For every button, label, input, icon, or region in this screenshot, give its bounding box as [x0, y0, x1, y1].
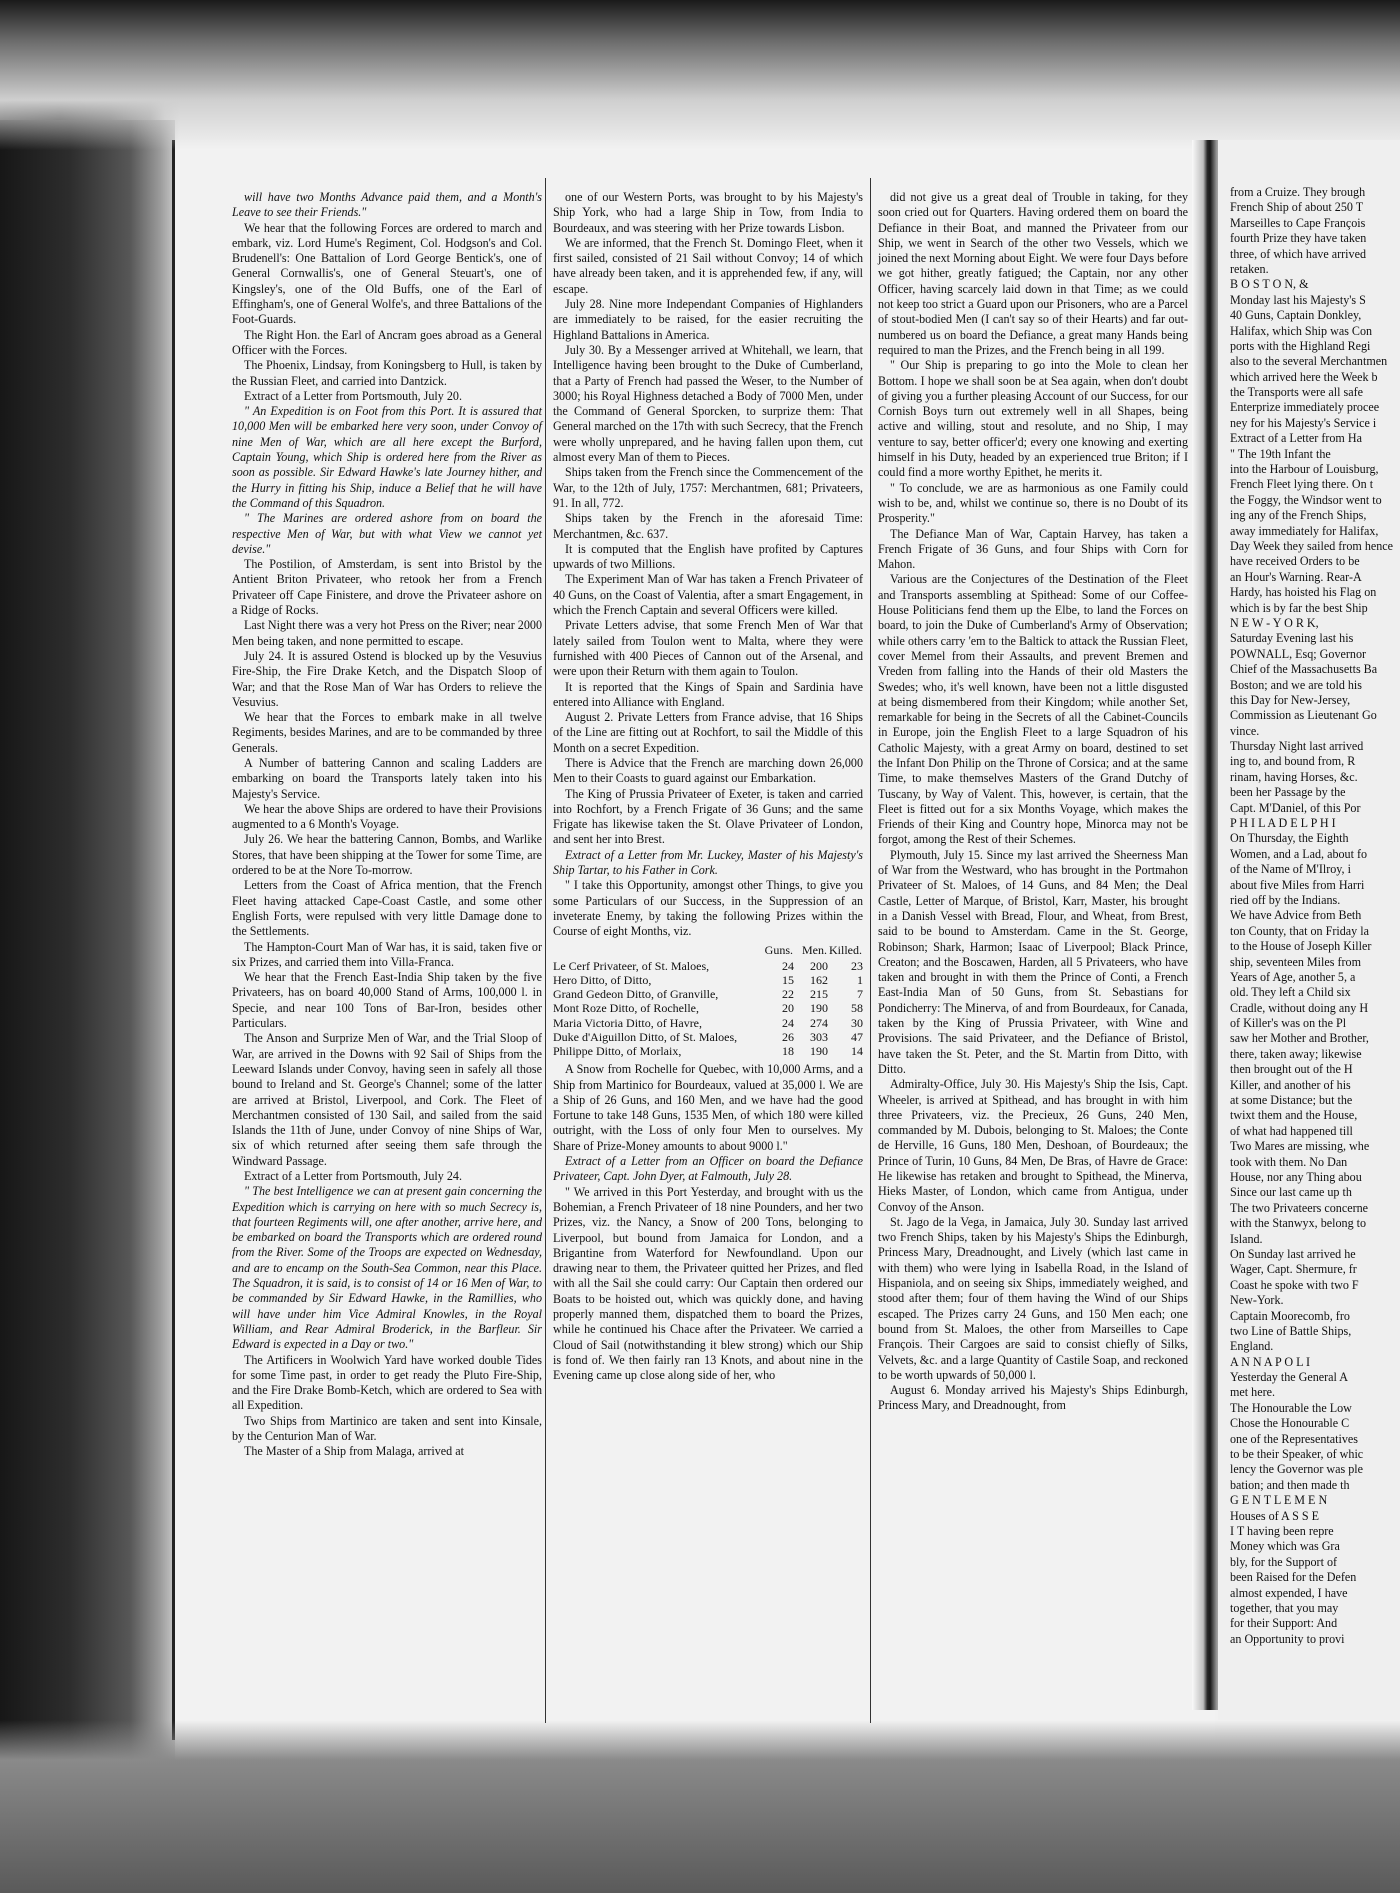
article-paragraph: will have two Months Advance paid them, and a Month's Leave to see their Friends." [232, 190, 542, 220]
right-page-line: three, of which have arrived [1230, 246, 1366, 261]
right-page-line: Killer, and another of his [1230, 1077, 1351, 1092]
right-page-line: took with them. No Dan [1230, 1154, 1348, 1169]
article-paragraph: We hear that the following Forces are ordered to march and embark, viz. Lord Hume's Regiment, Col. Hodgson's and Col. Brudenell's: One Battalion of Lord George Bentick's, one of General Cornwallis's, one of General Steuart's, one of Kingsley's, one of the Old Buffs, one of the Earl of Effingham's, one of General Wolfe's, and three Battalions of the Foot-Guards. [232, 220, 542, 327]
prize-killed: 23 [851, 958, 863, 973]
right-page-line: New-York. [1230, 1293, 1284, 1308]
right-page-line: about five Miles from Harri [1230, 877, 1365, 892]
article-paragraph: " An Expedition is on Foot from this Port. It is assured that 10,000 Men will be embarked here very soon, under Convoy of nine Men of War, which are all here except the Burford, Captain Young, which Ship is ordered here from the River as soon as possible. Sir Edward Hawke's late Journey hither, and the Hurry in fitting his Ship, induce a Belief that he will have the Command of this Squadron. [232, 404, 542, 510]
article-paragraph: did not give us a great deal of Trouble in taking, for they soon cried out for Quarters. Having ordered them on board the Defiance in their Boat, and manned the Privateer from our Ship, we went in Search of the other two Vessels, which we joined the next Morning about Eight. We were four Days before we got hither, greatly fatigued; the Captain, nor any other Officer, having scarcely laid down in that Time; as we could not keep too strict a Guard upon our Prisoners, who are a Parcel of stout-bodied Men (I can't say so of their Hearts) and far out-numbered us on board the Defiance, a great many Hands being required to man the Prizes, and the French being in all 199. [878, 190, 1188, 357]
article-paragraph: Various are the Conjectures of the Destination of the Fleet and Transports assembling at Spithead: Some of our Coffee-House Politicians fend them up the Elbe, to land the Forces on board, to join the Duke of Cumberland's Army of Observation; while others carry 'em to the Baltick to attack the Russian Fleet, cover Memel from their Assaults, and prevent Bremen and Vreden from falling into the Hands of their old Masters the Swedes; who, it's well known, have been not a little disgusted at being dismembered from their Kingdom; while another Set, remarkable for being in the Secrets of all the Cabinet-Councils in Europe, join the English Fleet to a large Squadron of his Catholic Majesty, with a great Army on board, destined to set the Infant Don Philip on the Throne of Corsica; and at the same Time, to make themselves Masters of the Grand Dutchy of Tuscany, by Way of Valent. This, however, is certain, that the Fleet is fitted out for a six Months Voyage, which makes the Friends of their King and Country hope, Minorca may not be forgot, among the Rest of their Schemes. [878, 572, 1188, 847]
right-page-line: with the Stanwyx, belong to [1230, 1216, 1367, 1231]
right-page-line: Commission as Lieutenant Go [1230, 708, 1377, 723]
article-paragraph: July 30. By a Messenger arrived at Whitehall, we learn, that Intelligence having been brought to the Duke of Cumberland, that a Party of French had passed the Weser, to the Number of 3000; his Royal Highness detached a Body of 7000 Men, under the Command of General Sporcken, to surprize them: That General marched on the 17th with such Secrecy, that the French were wholly unprepared, and he having fallen upon them, cut almost every Man of them to Pieces. [553, 342, 863, 465]
right-page-line: the Transports were all safe [1230, 385, 1364, 400]
right-page-line: which arrived here the Week b [1230, 369, 1378, 384]
article-paragraph: Private Letters advise, that some French Men of War that lately sailed from Toulon went to Malta, where they were furnished with 400 Pieces of Cannon out of the Arsenal, and were upon their Return with them again to Toulon. [553, 618, 863, 679]
top-edge-shadow [0, 0, 1400, 150]
article-paragraph: August 2. Private Letters from France advise, that 16 Ships of the Line are fitting out at Rochfort, to sail the Middle of this Month on a secret Expedition. [553, 710, 863, 755]
article-paragraph: Ships taken by the French in the aforesaid Time: Merchantmen, &c. 637. [553, 511, 863, 541]
right-page-line: to the House of Joseph Killer [1230, 939, 1372, 954]
prize-guns: 18 [782, 1044, 794, 1059]
right-page-line: bly, for the Support of [1230, 1554, 1338, 1569]
right-page-line: ports with the Highland Regi [1230, 338, 1371, 353]
right-page-line: Enterprize immediately procee [1230, 400, 1380, 415]
right-page-line: Day Week they sailed from hence [1230, 538, 1394, 553]
right-page-line: Cradle, without doing any H [1230, 1000, 1369, 1015]
article-paragraph: " We arrived in this Port Yesterday, and brought with us the Bohemian, a French Privateer of 18 nine Pounders, and her two Prizes, viz. the Nancy, a Snow of 200 Tons, belonging to Liverpool, but bound from Jamaica for London, and a Brigantine from Waterford for Newfoundland. Upon our drawing near to them, the Privateer quitted her Prizes, and fled with all the Sail she could carry: Our Captain then ordered our Boats to be hoisted out, which was quickly done, and having properly manned them, dispatched them to board the Prizes, while he continued his Chace after the Privateer. We carried a Cloud of Sail (notwithstanding it blew strong) which our Ship is fond of. We then fairly ran 13 Knots, and about nine in the Evening came up close along side of her, who [553, 1184, 863, 1383]
right-page-line: then brought out of the H [1230, 1062, 1353, 1077]
prize-row [553, 1044, 863, 1058]
right-page-line: an Opportunity to provi [1230, 1631, 1345, 1646]
right-page-line: twixt them and the House, [1230, 1108, 1358, 1123]
prize-guns: 24 [782, 958, 794, 973]
right-page-line: also to the several Merchantmen [1230, 354, 1388, 369]
right-page-line: been Raised for the Defen [1230, 1570, 1357, 1585]
right-page-line: fourth Prize they have taken [1230, 231, 1367, 246]
right-page-line: On Sunday last arrived he [1230, 1246, 1356, 1261]
right-page-line: one of the Representatives [1230, 1431, 1358, 1446]
right-page-line: Capt. M'Daniel, of this Por [1230, 800, 1361, 815]
article-paragraph: The Defiance Man of War, Captain Harvey, has taken a French Frigate of 36 Guns, and four Ships with Corn for Mahon. [878, 526, 1188, 572]
right-page-line: Extract of a Letter from Ha [1230, 431, 1362, 446]
prize-killed: 58 [851, 1001, 863, 1016]
article-paragraph: A Number of battering Cannon and scaling Ladders are embarking on board the Transports lately taken into his Majesty's Service. [232, 755, 542, 801]
prize-row [553, 1016, 863, 1030]
article-paragraph: We hear the above Ships are ordered to have their Provisions augmented to a 6 Month's Voyage. [232, 801, 542, 832]
right-page-line: N E W - Y O R K, [1230, 615, 1319, 630]
prize-row [553, 1001, 863, 1015]
article-paragraph: August 6. Monday arrived his Majesty's Ships Edinburgh, Princess Mary, and Dreadnought, from [878, 1383, 1188, 1413]
bottom-edge-shadow [0, 1720, 1400, 1893]
right-page-line: an Hour's Warning. Rear-A [1230, 569, 1362, 584]
right-page-line: the Foggy, the Windsor went to [1230, 492, 1382, 507]
article-paragraph: " Our Ship is preparing to go into the Mole to clean her Bottom. I hope we shall soon be at Sea again, when don't doubt of giving you a further pleasing Account of our Success, for our Cornish Boys turn out extremely well in all Shapes, being active and willing, stout and resolute, and no Ship, I may venture to say, better officer'd; every one knowing and exerting himself in his Duty, headed by an experienced true Briton; if I could find a more worthy Epithet, he merits it. [878, 358, 1188, 480]
right-page-line: together, that you may [1230, 1600, 1339, 1615]
right-page-line: French Ship of about 250 T [1230, 200, 1364, 215]
right-page-line: of the Name of M'Ilroy, i [1230, 862, 1351, 877]
article-paragraph: The Phoenix, Lindsay, from Koningsberg to Hull, is taken by the Russian Fleet, and carried into Dantzick. [232, 358, 542, 388]
right-page-line: of what had happened till [1230, 1123, 1353, 1138]
article-paragraph: The Master of a Ship from Malaga, arrived at [244, 1444, 464, 1459]
article-paragraph: We hear that the Forces to embark make in all twelve Regiments, besides Marines, and are to be commanded by three Generals. [232, 710, 542, 755]
prize-guns: 22 [782, 987, 794, 1002]
prize-killed: 14 [851, 1044, 863, 1059]
article-paragraph: The Postilion, of Amsterdam, is sent into Bristol by the Antient Briton Privateer, who retook her from a French Privateer off Cape Finistere, and drove the Privateer ashore on a Ridge of Rocks. [232, 557, 542, 618]
right-page-line: Chief of the Massachusetts Ba [1230, 662, 1378, 677]
right-page-line: England. [1230, 1339, 1274, 1354]
right-page-line: Halifax, which Ship was Con [1230, 323, 1373, 338]
right-page-line: have received Orders to be [1230, 554, 1360, 569]
right-page-line: Hardy, has hoisted his Flag on [1230, 585, 1377, 600]
column-rule [545, 178, 546, 1723]
right-page-line: Coast he spoke with two F [1230, 1277, 1359, 1292]
right-page-line: met here. [1230, 1385, 1275, 1400]
right-page-line: Island. [1230, 1231, 1263, 1246]
article-paragraph: The Hampton-Court Man of War has, it is said, taken five or six Prizes, and carried them into Villa-Franca. [232, 939, 542, 969]
prize-killed: 47 [851, 1029, 863, 1044]
prize-row [553, 1030, 863, 1044]
prize-men: 274 [810, 1015, 828, 1030]
article-paragraph: We are informed, that the French St. Domingo Fleet, when it first sailed, consisted of 21 Sail without Convoy; 14 of which have already been taken, and it is apprehended few, if any, will escape. [553, 235, 863, 296]
prize-row [553, 959, 863, 973]
prize-men: 162 [810, 973, 828, 988]
right-page-line: B O S T O N, & [1230, 277, 1309, 292]
right-page-line: been her Passage by the [1230, 785, 1346, 800]
article-paragraph: The Right Hon. the Earl of Ancram goes abroad as a General Officer with the Forces. [232, 327, 542, 357]
article-paragraph: " To conclude, we are as harmonious as one Family could wish to be, and, whilst we continue so, there is no Doubt of its Prosperity." [878, 480, 1188, 526]
right-page-line: Women, and a Lad, about fo [1230, 846, 1368, 861]
right-page-line: Yesterday the General A [1230, 1370, 1348, 1385]
right-page-line: Saturday Evening last his [1230, 631, 1354, 646]
right-page-line: Boston; and we are told his [1230, 677, 1363, 692]
right-page-line: I T having been repre [1230, 1523, 1334, 1538]
right-page-line: ing any of the French Ships, [1230, 508, 1367, 523]
prize-table [553, 942, 863, 1059]
right-page-line: to be their Speaker, of whic [1230, 1447, 1364, 1462]
prize-name: Hero Ditto, of Ditto, [553, 973, 652, 988]
right-page-line: We have Advice from Beth [1230, 908, 1362, 923]
prize-name: Duke d'Aiguillon Ditto, of St. Maloes, [553, 1029, 738, 1044]
right-page-line: POWNALL, Esq; Governor [1230, 646, 1367, 661]
article-paragraph: Extract of a Letter from Portsmouth, July 20. [244, 388, 462, 403]
right-page-line: at some Distance; but the [1230, 1093, 1353, 1108]
prize-header-killed: Killed. [829, 942, 862, 957]
right-page-line: Since our last came up th [1230, 1185, 1352, 1200]
right-page-line: On Thursday, the Eighth [1230, 831, 1349, 846]
right-page-line: Two Mares are missing, whe [1230, 1139, 1370, 1154]
right-page-line: ship, seventeen Miles from [1230, 954, 1361, 969]
right-page-line: there, taken away; likewise [1230, 1046, 1362, 1061]
right-page-line: ing to, and bound from, R [1230, 754, 1356, 769]
article-paragraph: The Anson and Surprize Men of War, and the Trial Sloop of War, are arrived in the Downs with 92 Sail of Ships from the Leeward Islands under Convoy, having seen in safely all those bound to Ireland and St. George's Channel; some of the latter are arrived at Bristol, Liverpool, and Cork. The Fleet of Merchantmen consisted of 130 Sail, and sailed from the said Islands the 11th of June, under Convoy of nine Ships of War, six of which returned after seeing them safe through the Windward Passage. [232, 1031, 542, 1168]
right-page-line: Years of Age, another 5, a [1230, 969, 1356, 984]
article-paragraph: St. Jago de la Vega, in Jamaica, July 30. Sunday last arrived two French Ships, taken by his Majesty's Ships the Edinburgh, Princess Mary, Dreadnought, and Lively (which last came in with them) who were lying in Isabella Road, in the Island of Hispaniola, and on seeing six Ships, immediately weighed, and stood after them; four of them having the Wind of our Ships escaped. The Prizes carry 24 Guns, and 150 Men each; one bound from St. Maloes, the other from Marseilles to Cape François. Their Cargoes are said to consist chiefly of Silks, Velvets, &c. and a large Quantity of Castile Soap, and reckoned to be worth upwards of 50,000 l. [878, 1214, 1188, 1382]
right-page-line: old. They left a Child six [1230, 985, 1351, 1000]
article-paragraph: Extract of a Letter from an Officer on board the Defiance Privateer, Capt. John Dyer, at Falmouth, July 28. [553, 1154, 863, 1184]
prize-men: 190 [810, 1001, 828, 1016]
right-page-column-fragment [1230, 185, 1400, 1647]
right-page-line: Houses of A S S E [1230, 1508, 1320, 1523]
article-paragraph: It is computed that the English have profited by Captures upwards of two Millions. [553, 541, 863, 572]
article-paragraph: " The best Intelligence we can at present gain concerning the Expedition which is carrying on here with so much Secrecy is, that fourteen Regiments will, one after another, arrive here, and be embarked on board the Transports which are ordered round from the River. Some of the Troops are expected on Wednesday, and are to encamp on the South-Sea Common, near this Place. The Squadron, it is said, is to consist of 14 or 16 Men of War, to be commanded by Sir Edward Hawke, in the Ramillies, who will have under him Vice Admiral Knowles, in the Royal William, and Rear Admiral Broderick, in the Barfleur. Sir Edward is expected in a Day or two." [232, 1184, 542, 1352]
column-1 [232, 190, 542, 1460]
prize-men: 200 [810, 958, 828, 973]
book-spine-shadow [0, 120, 175, 1893]
prize-guns: 15 [782, 973, 794, 988]
right-page-line: rinam, having Horses, &c. [1230, 769, 1358, 784]
right-page-line: for their Support: And [1230, 1616, 1338, 1631]
prize-name: Le Cerf Privateer, of St. Maloes, [553, 958, 710, 973]
prize-men: 215 [810, 987, 828, 1002]
article-paragraph: We hear that the French East-India Ship taken by the five Privateers, has on board 40,000 Stand of Arms, 100,000 l. in Specie, and near 100 Tons of Bar-Iron, besides other Particulars. [232, 970, 542, 1031]
right-page-line: ney for his Majesty's Service i [1230, 415, 1377, 430]
page-gutter [1192, 140, 1220, 1710]
prize-name: Maria Victoria Ditto, of Havre, [553, 1015, 703, 1030]
article-paragraph: July 26. We hear the battering Cannon, Bombs, and Warlike Stores, that have been shipping at the Tower for some Time, are ordered to be at the Nore To-morrow. [232, 832, 542, 878]
right-page-line: saw her Mother and Brother, [1230, 1031, 1369, 1046]
prize-guns: 20 [782, 1001, 794, 1016]
prize-name: Mont Roze Ditto, of Rochelle, [553, 1001, 699, 1016]
prize-row [553, 973, 863, 987]
right-page-line: this Day for New-Jersey, [1230, 692, 1351, 707]
article-paragraph: Letters from the Coast of Africa mention, that the French Fleet having attacked Cape-Coast Castle, and some other English Forts, were repulsed with very little Damage done to the Settlements. [232, 878, 542, 939]
article-paragraph: Plymouth, July 15. Since my last arrived the Sheerness Man of War from the Westward, who has brought in the Portmahon Privateer of St. Maloes, of 14 Guns, and 84 Men; the Deal Castle, Letter of Marque, of Bristol, Karr, Master, his brought in a Danish Vessel with Bread, Flour, and Wheat, from Brest, said to be bound to Amsterdam. Came in the St. George, Robinson; Shark, Harmon; Isaac of Liverpool; Black Prince, Creaton; and the Boscawen, Harden, all 5 Privateers, who have taken and brought in with them the Prince of Conti, a French East-India Man of 50 Guns, from St. Sebastians for Pondicherry: The Minerva, of and from Bourdeaux, for Canada, taken by the King of Prussia Privateer, with Wine and Provisions. The said Privateer, and the Defiance of Bristol, have taken the St. Peter, and the St. Martin from Ditto, with Ditto. [878, 847, 1188, 1076]
right-page-line: French Fleet lying there. On t [1230, 477, 1374, 492]
right-page-line: The Honourable the Low [1230, 1400, 1352, 1415]
right-page-line: from a Cruize. They brough [1230, 185, 1366, 199]
article-paragraph: " The Marines are ordered ashore from on board the respective Men of War, but with what View we cannot yet devise." [232, 511, 542, 556]
prize-men: 303 [810, 1029, 828, 1044]
right-page-line: Thursday Night last arrived [1230, 739, 1364, 754]
article-paragraph: Two Ships from Martinico are taken and sent into Kinsale, by the Centurion Man of War. [232, 1413, 542, 1444]
article-paragraph: It is reported that the Kings of Spain and Sardinia have entered into Alliance with England. [553, 679, 863, 709]
right-page-line: of Killer's was on the Pl [1230, 1016, 1347, 1031]
right-page-line: House, nor any Thing abou [1230, 1170, 1362, 1184]
right-page-line: away immediately for Halifax, [1230, 523, 1379, 538]
right-page-line: retaken. [1230, 261, 1269, 276]
column-3 [878, 190, 1188, 1414]
right-page-line: lency the Governor was ple [1230, 1462, 1363, 1477]
article-paragraph: Ships taken from the French since the Commencement of the War, to the 12th of July, 1757: Merchantmen, 681; Privateers, 91. In all, 772. [553, 465, 863, 510]
right-page-line: two Line of Battle Ships, [1230, 1323, 1352, 1338]
right-page-line: bation; and then made th [1230, 1477, 1350, 1492]
article-paragraph: Extract of a Letter from Portsmouth, July 24. [244, 1169, 462, 1183]
prize-killed: 1 [857, 973, 863, 988]
right-page-line: almost expended, I have [1230, 1585, 1348, 1600]
prize-guns: 26 [782, 1029, 794, 1044]
article-paragraph: The Experiment Man of War has taken a French Privateer of 40 Guns, on the Coast of Valentia, after a smart Engagement, in which the French Captain and several Officers were killed. [553, 572, 863, 618]
article-paragraph: Admiralty-Office, July 30. His Majesty's Ship the Isis, Capt. Wheeler, is arrived at Spithead, and has brought in with him three Privateers, viz. the Precieux, 26 Guns, 240 Men, commanded by M. Dubois, belonging to St. Maloes; the Conte de Herville, 16 Guns, 180 Men, Deshoan, of Bourdeaux; the Prince of Turin, 10 Guns, 84 Men, De Bras, of Havre de Grace: He likewise has retaken and brought to Spithead, the Minerva, Hieks Master, of London, which came from Antigua, under Convoy of the Anson. [878, 1077, 1188, 1214]
right-page-line: " The 19th Infant the [1230, 446, 1331, 461]
right-page-line: The two Privateers concerne [1230, 1200, 1369, 1215]
right-page-line: Marseilles to Cape François [1230, 215, 1366, 230]
right-page-line: Chose the Honourable C [1230, 1416, 1350, 1431]
right-page-line: ton County, that on Friday la [1230, 923, 1369, 938]
right-page-line: Captain Moorecomb, fro [1230, 1308, 1350, 1323]
right-page-line: A N N A P O L I [1230, 1354, 1311, 1369]
prize-men: 190 [810, 1044, 828, 1059]
right-page-line: ried off by the Indians. [1230, 892, 1341, 907]
right-page-line: vince. [1230, 723, 1260, 738]
right-page-line: P H I L A D E L P H I [1230, 816, 1336, 831]
prize-header-guns: Guns. [764, 942, 793, 957]
right-page-line: Wager, Capt. Shermure, fr [1230, 1262, 1357, 1277]
right-page-line: Monday last his Majesty's S [1230, 292, 1366, 307]
article-paragraph: There is Advice that the French are marching down 26,000 Men to their Coasts to guard against our Embarkation. [553, 755, 863, 786]
article-paragraph: July 24. It is assured Ostend is blocked up by the Vesuvius Fire-Ship, the Fire Drake Ketch, and the Dispatch Sloop of War; and that the Rose Man of War has Orders to relieve the Vesuvius. [232, 648, 542, 709]
prize-name: Philippe Ditto, of Morlaix, [553, 1044, 682, 1059]
right-page-line: Money which was Gra [1230, 1539, 1340, 1554]
article-paragraph: one of our Western Ports, was brought to by his Majesty's Ship York, who had a large Ship in Tow, from India to Bourdeaux, and was steering with her Prize towards Lisbon. [553, 190, 863, 235]
column-rule [870, 178, 871, 1723]
right-page-line: which is by far the best Ship [1230, 600, 1368, 615]
right-page-line: 40 Guns, Captain Donkley, [1230, 308, 1362, 323]
right-page-line: into the Harbour of Louisburg, [1230, 462, 1379, 477]
article-paragraph: July 28. Nine more Independant Companies of Highlanders are immediately to be raised, for the easier recruiting the Highland Battalions in America. [553, 297, 863, 342]
column-2 [553, 190, 863, 1384]
article-paragraph: Last Night there was a very hot Press on the River; near 2000 Men being taken, and none permitted to escape. [232, 618, 542, 648]
prize-name: Grand Gedeon Ditto, of Granville, [553, 987, 719, 1002]
article-paragraph: Extract of a Letter from Mr. Luckey, Master of his Majesty's Ship Tartar, to his Father in Cork. [553, 847, 863, 878]
prize-row [553, 987, 863, 1001]
article-paragraph: The Artificers in Woolwich Yard have worked double Tides for some Time past, in order to get ready the Pluto Fire-Ship, and the Fire Drake Bomb-Ketch, which are ordered to Sea with all Expedition. [232, 1352, 542, 1413]
right-page-line: G E N T L E M E N [1230, 1493, 1328, 1508]
article-paragraph: A Snow from Rochelle for Quebec, with 10,000 Arms, and a Ship from Martinico for Bourdeaux, valued at 35,000 l. We are a Ship of 26 Guns, and 160 Men, and we have had the good Fortune to take 148 Guns, 1535 Men, of which 180 were killed outright, with the Loss of only four Men to ourselves. My Share of Prize-Money amounts to about 9000 l." [553, 1062, 863, 1153]
prize-guns: 24 [782, 1015, 794, 1030]
article-paragraph: The King of Prussia Privateer of Exeter, is taken and carried into Rochfort, by a French Frigate of 36 Guns; and the same Frigate has likewise taken the St. Olave Privateer of London, and sent her into Brest. [553, 786, 863, 847]
article-paragraph: " I take this Opportunity, amongst other Things, to give you some Particulars of our Success, in the Suppression of an inveterate Enemy, by taking the following Prizes within the Course of eight Months, viz. [553, 878, 863, 939]
prize-killed: 30 [851, 1015, 863, 1030]
prize-killed: 7 [857, 987, 863, 1002]
prize-header-men: Men. [802, 942, 827, 957]
